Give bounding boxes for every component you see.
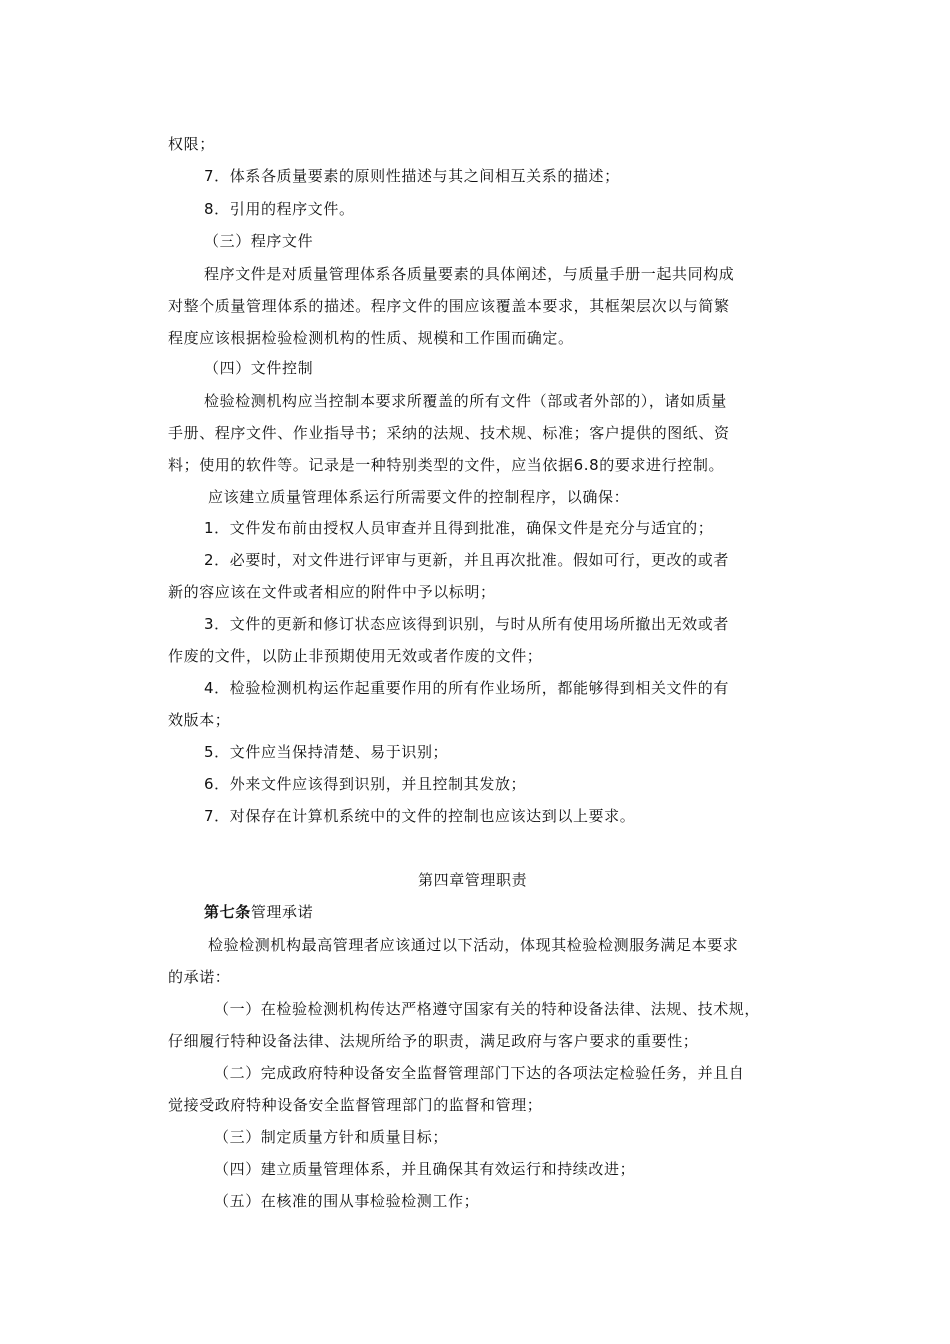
text-line: 效版本； (168, 711, 231, 729)
article-heading (204, 902, 313, 922)
text-line: 觉接受政府特种设备安全监督管理部门的监督和管理； (168, 1096, 543, 1114)
chapter-title: 第四章管理职责 (418, 871, 528, 889)
text-line: 程序文件是对质量管理体系各质量要素的具体阐述，与质量手册一起共同构成 (204, 265, 735, 283)
list-item: 7．对保存在计算机系统中的文件的控制也应该达到以上要求。 (204, 807, 636, 825)
text-line: 检验检测机构最高管理者应该通过以下活动，体现其检验检测服务满足本要求 (208, 936, 739, 954)
list-item: （一）在检验检测机构传达严格遵守国家有关的特种设备法律、法规、技术规， (214, 1000, 761, 1018)
text-line: 的承诺： (168, 968, 231, 986)
list-item: （四）建立质量管理体系，并且确保其有效运行和持续改进； (214, 1160, 636, 1178)
list-item: （三）制定质量方针和质量目标； (214, 1128, 449, 1146)
text-line: 程度应该根据检验检测机构的性质、规模和工作围而确定。 (168, 329, 574, 347)
text-line: 仔细履行特种设备法律、法规所给予的职责，满足政府与客户要求的重要性； (168, 1032, 699, 1050)
text-line: 检验检测机构应当控制本要求所覆盖的所有文件（部或者外部的），诸如质量 (204, 392, 727, 410)
article-number: 第七条 (204, 903, 251, 921)
text-line: 料；使用的软件等。记录是一种特别类型的文件，应当依据6.8的要求进行控制。 (168, 456, 725, 474)
list-item: 5．文件应当保持清楚、易于识别； (204, 743, 449, 761)
section-heading: （三）程序文件 (204, 232, 314, 250)
list-item: 1．文件发布前由授权人员审查并且得到批准，确保文件是充分与适宜的； (204, 519, 714, 537)
text-line: 作废的文件，以防止非预期使用无效或者作废的文件； (168, 647, 543, 665)
list-item: 6．外来文件应该得到识别，并且控制其发放； (204, 775, 527, 793)
text-line: 应该建立质量管理体系运行所需要文件的控制程序，以确保： (208, 488, 630, 506)
text-line: 对整个质量管理体系的描述。程序文件的围应该覆盖本要求，其框架层次以与简繁 (168, 297, 730, 315)
text-line: 新的容应该在文件或者相应的附件中予以标明； (168, 583, 496, 601)
text-line: 手册、程序文件、作业指导书；采纳的法规、技术规、标准；客户提供的图纸、资 (168, 424, 730, 442)
text-line: 8．引用的程序文件。 (204, 200, 355, 218)
list-item: 4．检验检测机构运作起重要作用的所有作业场所，都能够得到相关文件的有 (204, 679, 729, 697)
section-heading: （四）文件控制 (204, 359, 314, 377)
list-item: 2．必要时，对文件进行评审与更新，并且再次批准。假如可行，更改的或者 (204, 551, 729, 569)
list-item: 3．文件的更新和修订状态应该得到识别，与时从所有使用场所撤出无效或者 (204, 615, 729, 633)
text-line: 权限； (168, 135, 215, 153)
list-item: （二）完成政府特种设备安全监督管理部门下达的各项法定检验任务，并且自 (214, 1064, 745, 1082)
text-line: 7．体系各质量要素的原则性描述与其之间相互关系的描述； (204, 167, 620, 185)
article-title: 管理承诺 (250, 903, 314, 921)
list-item: （五）在核准的围从事检验检测工作； (214, 1192, 480, 1210)
